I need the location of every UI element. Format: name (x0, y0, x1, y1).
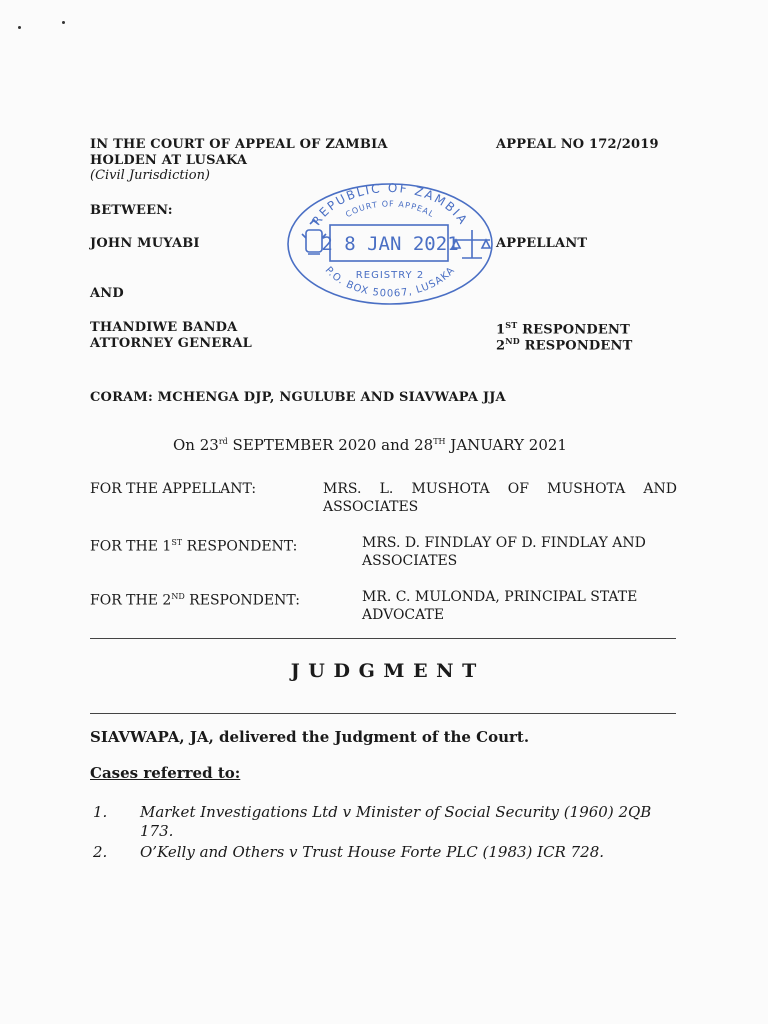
case-number: 1. (93, 803, 108, 821)
delivered-line: SIAVWAPA, JA, delivered the Judgment of the Court. (90, 728, 530, 746)
stamp-top-text: REPUBLIC OF ZAMBIA (309, 180, 471, 228)
scan-mark (62, 21, 65, 24)
stamp-bottom-text: P.O. BOX 50067, LUSAKA (322, 264, 458, 300)
case-number: 2. (93, 843, 108, 861)
counsel-label-appellant: FOR THE APPELLANT: (90, 481, 257, 497)
stamp-date: 2 8 JAN 2021 (321, 233, 459, 255)
counsel-value-respondent1: MRS. D. FINDLAY OF D. FINDLAY AND ASSOCIATES (362, 535, 646, 569)
divider-bottom (90, 713, 676, 714)
divider-top (90, 638, 676, 639)
court-name: IN THE COURT OF APPEAL OF ZAMBIA (90, 137, 388, 152)
case-item: Market Investigations Ltd v Minister of Social Security (1960) 2QB 173. (140, 803, 652, 840)
judgment-title: J U D G M E N T (290, 660, 478, 682)
stamp-inner-text: COURT OF APPEAL (343, 199, 437, 220)
scan-mark (18, 26, 21, 29)
jurisdiction: (Civil Jurisdiction) (90, 168, 211, 183)
cases-heading: Cases referred to: (90, 764, 241, 782)
respondent2-name: ATTORNEY GENERAL (90, 336, 253, 351)
respondent2-role: 2ND RESPONDENT (496, 336, 633, 354)
appellant-name: JOHN MUYABI (90, 236, 200, 251)
hearing-dates: On 23rd SEPTEMBER 2020 and 28TH JANUARY 2021 (173, 436, 567, 454)
holden-at: HOLDEN AT LUSAKA (90, 153, 248, 168)
stamp-registry: REGISTRY 2 (355, 270, 425, 281)
stamp-graphic (284, 180, 496, 308)
case-item: O’Kelly and Others v Trust House Forte PLC (1983) ICR 728. (140, 843, 605, 861)
counsel-label-respondent1: FOR THE 1ST RESPONDENT: (90, 538, 298, 555)
counsel-value-appellant: MRS. L. MUSHOTA OF MUSHOTA AND ASSOCIATES (323, 481, 677, 515)
and-label: AND (90, 286, 124, 301)
appeal-number: APPEAL NO 172/2019 (496, 137, 659, 152)
appellant-role: APPELLANT (496, 236, 588, 251)
coram: CORAM: MCHENGA DJP, NGULUBE AND SIAVWAPA JJA (90, 390, 506, 405)
svg-text:COURT OF APPEAL (344, 199, 436, 219)
respondent1-role: 1ST RESPONDENT (496, 320, 630, 338)
counsel-label-respondent2: FOR THE 2ND RESPONDENT: (90, 592, 300, 609)
respondent1-name: THANDIWE BANDA (90, 320, 238, 335)
court-stamp (284, 180, 496, 308)
between-label: BETWEEN: (90, 203, 173, 218)
counsel-value-respondent2: MR. C. MULONDA, PRINCIPAL STATE ADVOCATE (362, 589, 638, 623)
